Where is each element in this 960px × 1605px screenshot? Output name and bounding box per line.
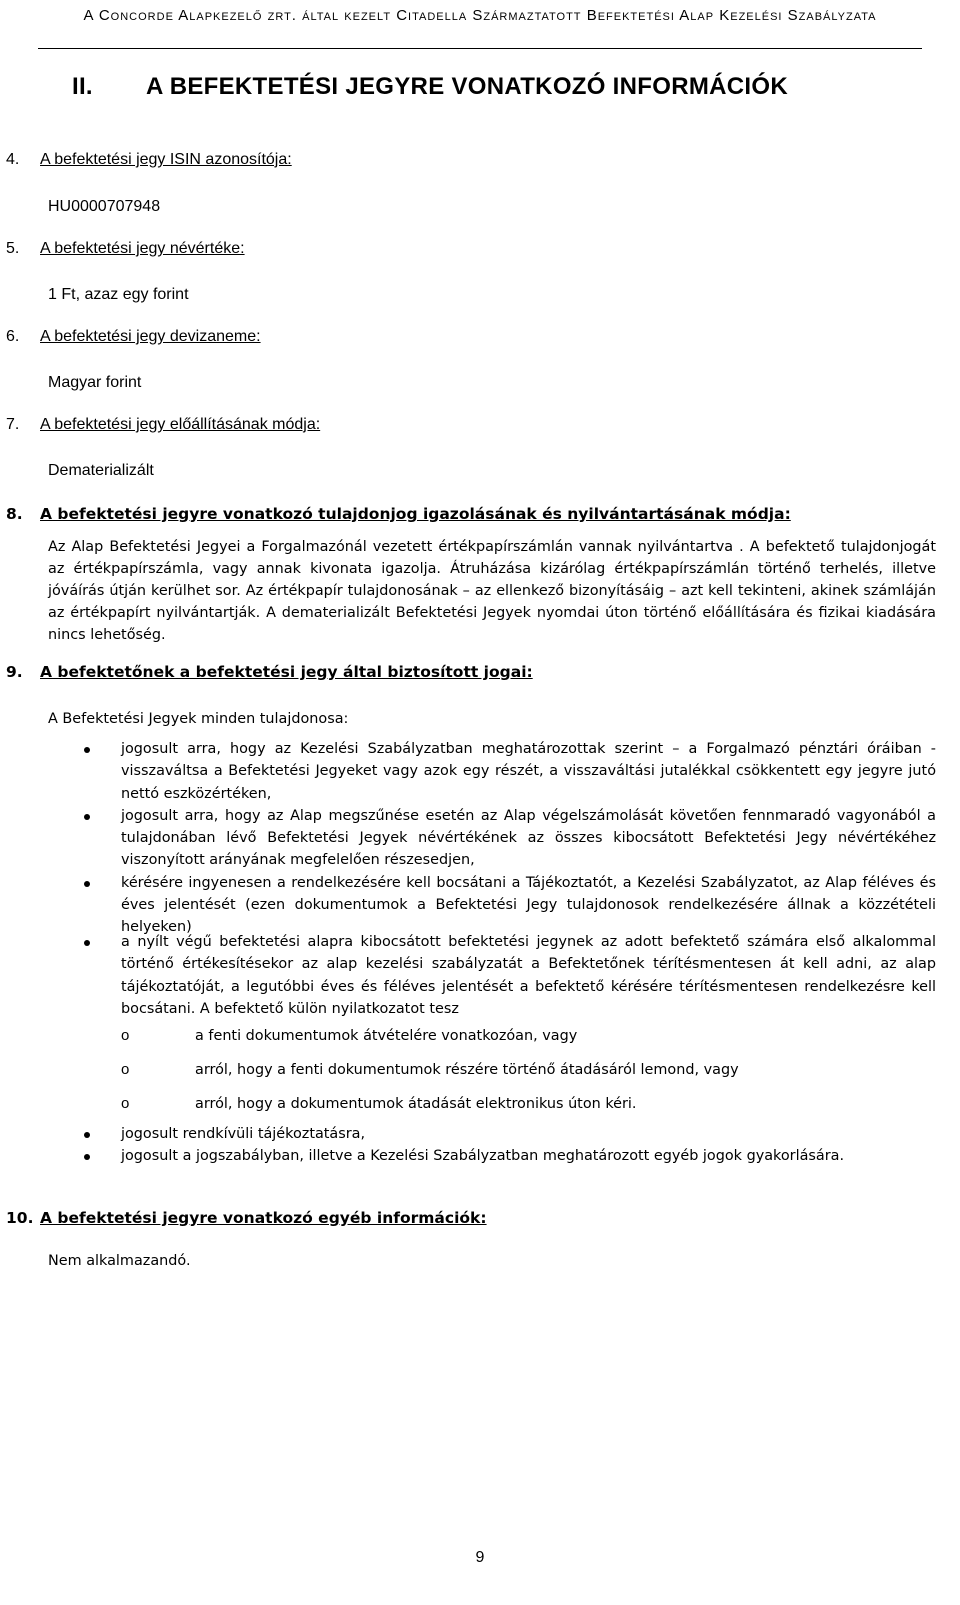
section-number: 7.: [6, 416, 20, 433]
sub-list-item-text: a fenti dokumentumok átvételére vonatkozóan, vagy: [195, 1028, 578, 1044]
section-title: A befektetési jegy előállításának módja:: [40, 416, 321, 433]
list-item: [0, 1123, 936, 1145]
list-item-text: a nyílt végű befektetési alapra kibocsátott befektetési jegynek az adott befektető számára első alkalommal történő értékesítésekor az alap kezelési szabályzatát a Befektetőnek térítésmentesen át kell adni, az alap tájékoztatóját, a legutóbbi éves és féléves jelentését a befektető kérésére térítésmentesen rendelkezésre kell bocsátani. A befektető külön nyilatkozatot tesz: [121, 934, 936, 1017]
section-number: 4.: [6, 151, 20, 168]
bullet-dot: [84, 814, 90, 820]
document-options-list: [0, 1026, 960, 1128]
production-method-value: Dematerializált: [48, 462, 154, 479]
list-item-text: kérésére ingyenesen a rendelkezésére kell bocsátani a Tájékoztatót, a Kezelési Szabályzatot, az Alap féléves és éves jelentését (ezen dokumentumok a Befektetési Jegy tulajdonosok rendelkezésére állnak a közzétételi helyeken): [121, 874, 936, 936]
bullet-dot: [84, 747, 90, 753]
section-title: A befektetési jegy ISIN azonosítója:: [40, 151, 292, 168]
section-9-intro: A Befektetési Jegyek minden tulajdonosa:: [48, 711, 349, 727]
section-10-heading: [6, 1208, 487, 1228]
list-item-text: jogosult arra, hogy az Alap megszűnése esetén az Alap végelszámolását követően fennmaradó vagyonából a tulajdonában lévő Befektetési Jegyek névértékének az összes kibocsátott Befektetési Jegy névértékéhez viszonyított arányának megfelelően részesedjen,: [121, 807, 936, 869]
header-divider: [38, 48, 922, 49]
section-title: A befektetési jegy devizaneme:: [40, 328, 261, 345]
section-number: 6.: [6, 328, 20, 345]
sub-list-item: [0, 1026, 960, 1060]
section-number: 10.: [6, 1209, 34, 1227]
sub-list-item: [0, 1060, 960, 1094]
list-item: [0, 872, 936, 939]
list-item: [0, 1145, 936, 1167]
circle-bullet-icon: o: [121, 1027, 130, 1044]
part-heading: [72, 72, 788, 102]
part-title: A BEFEKTETÉSI JEGYRE VONATKOZÓ INFORMÁCIÓK: [146, 73, 788, 100]
sub-list-item-text: arról, hogy a fenti dokumentumok részére történő átadásáról lemond, vagy: [195, 1062, 739, 1078]
section-8-heading: [6, 504, 791, 524]
bullet-dot: [84, 1154, 90, 1160]
sub-list-item-text: arról, hogy a dokumentumok átadását elektronikus úton kéri.: [195, 1096, 637, 1112]
section-7-heading: [6, 415, 320, 435]
bullet-dot: [84, 940, 90, 946]
section-8-body: Az Alap Befektetési Jegyei a Forgalmazónál vezetett értékpapírszámlán vannak nyilvántartva . A befektető tulajdonjogát az értékpapírszámla, vagy annak kivonata igazolja. Átruházása kizárólag értékpapírszámlán történő terhelés, illetve jóváírás útján kerülhet sor. Az értékpapír tulajdonosának – az ellenkező bizonyításáig – azt kell tekinteni, akinek számláján az értékpapírt nyilvántartják. A dematerializált Befektetési Jegyek nyomdai úton történő előállítására és fizikai kiadására nincs lehetőség.: [48, 539, 936, 643]
isin-value: HU0000707948: [48, 198, 161, 215]
circle-bullet-icon: o: [121, 1061, 130, 1078]
section-9-heading: [6, 662, 533, 682]
section-5-heading: [6, 239, 245, 259]
bullet-dot: [84, 881, 90, 887]
section-number: 5.: [6, 240, 20, 257]
rights-list-continued: [0, 931, 960, 1020]
list-item-text: jogosult a jogszabályban, illetve a Kezelési Szabályzatban meghatározott egyéb jogok gyakorlására.: [121, 1148, 845, 1165]
list-item: [0, 805, 936, 872]
list-item: [0, 738, 936, 805]
rights-list: [0, 738, 960, 939]
section-4-heading: [6, 150, 292, 170]
bullet-dot: [84, 1132, 90, 1138]
section-title: A befektetési jegyre vonatkozó tulajdonjog igazolásának és nyilvántartásának módja:: [40, 505, 791, 523]
rights-list-final: [0, 1123, 960, 1168]
running-header: A Concorde Alapkezelő zrt. által kezelt Citadella Származtatott Befektetési Alap Kezelési Szabályzata: [83, 7, 877, 24]
section-number: 9.: [6, 663, 23, 681]
part-number: II.: [72, 73, 93, 100]
section-10-value: Nem alkalmazandó.: [48, 1253, 191, 1269]
list-item-text: jogosult arra, hogy az Kezelési Szabályzatban meghatározottak szerint – a Forgalmazó pénztári óráiban - visszaváltsa a Befektetési Jegyeket vagy azok egy részét, a visszaváltási jutalékkal csökkentett egy jegyre jutó nettó eszközértéken,: [121, 741, 936, 802]
currency-value: Magyar forint: [48, 374, 142, 391]
circle-bullet-icon: o: [121, 1095, 130, 1112]
nominal-value: 1 Ft, azaz egy forint: [48, 286, 189, 303]
section-title: A befektetési jegy névértéke:: [40, 240, 245, 257]
list-item-text: jogosult rendkívüli tájékoztatásra,: [121, 1126, 366, 1142]
section-number: 8.: [6, 505, 23, 523]
page-number: 9: [475, 1549, 485, 1566]
list-item: [0, 931, 936, 1020]
section-title: A befektetőnek a befektetési jegy által biztosított jogai:: [40, 663, 533, 681]
section-6-heading: [6, 327, 261, 347]
section-title: A befektetési jegyre vonatkozó egyéb információk:: [40, 1209, 487, 1227]
